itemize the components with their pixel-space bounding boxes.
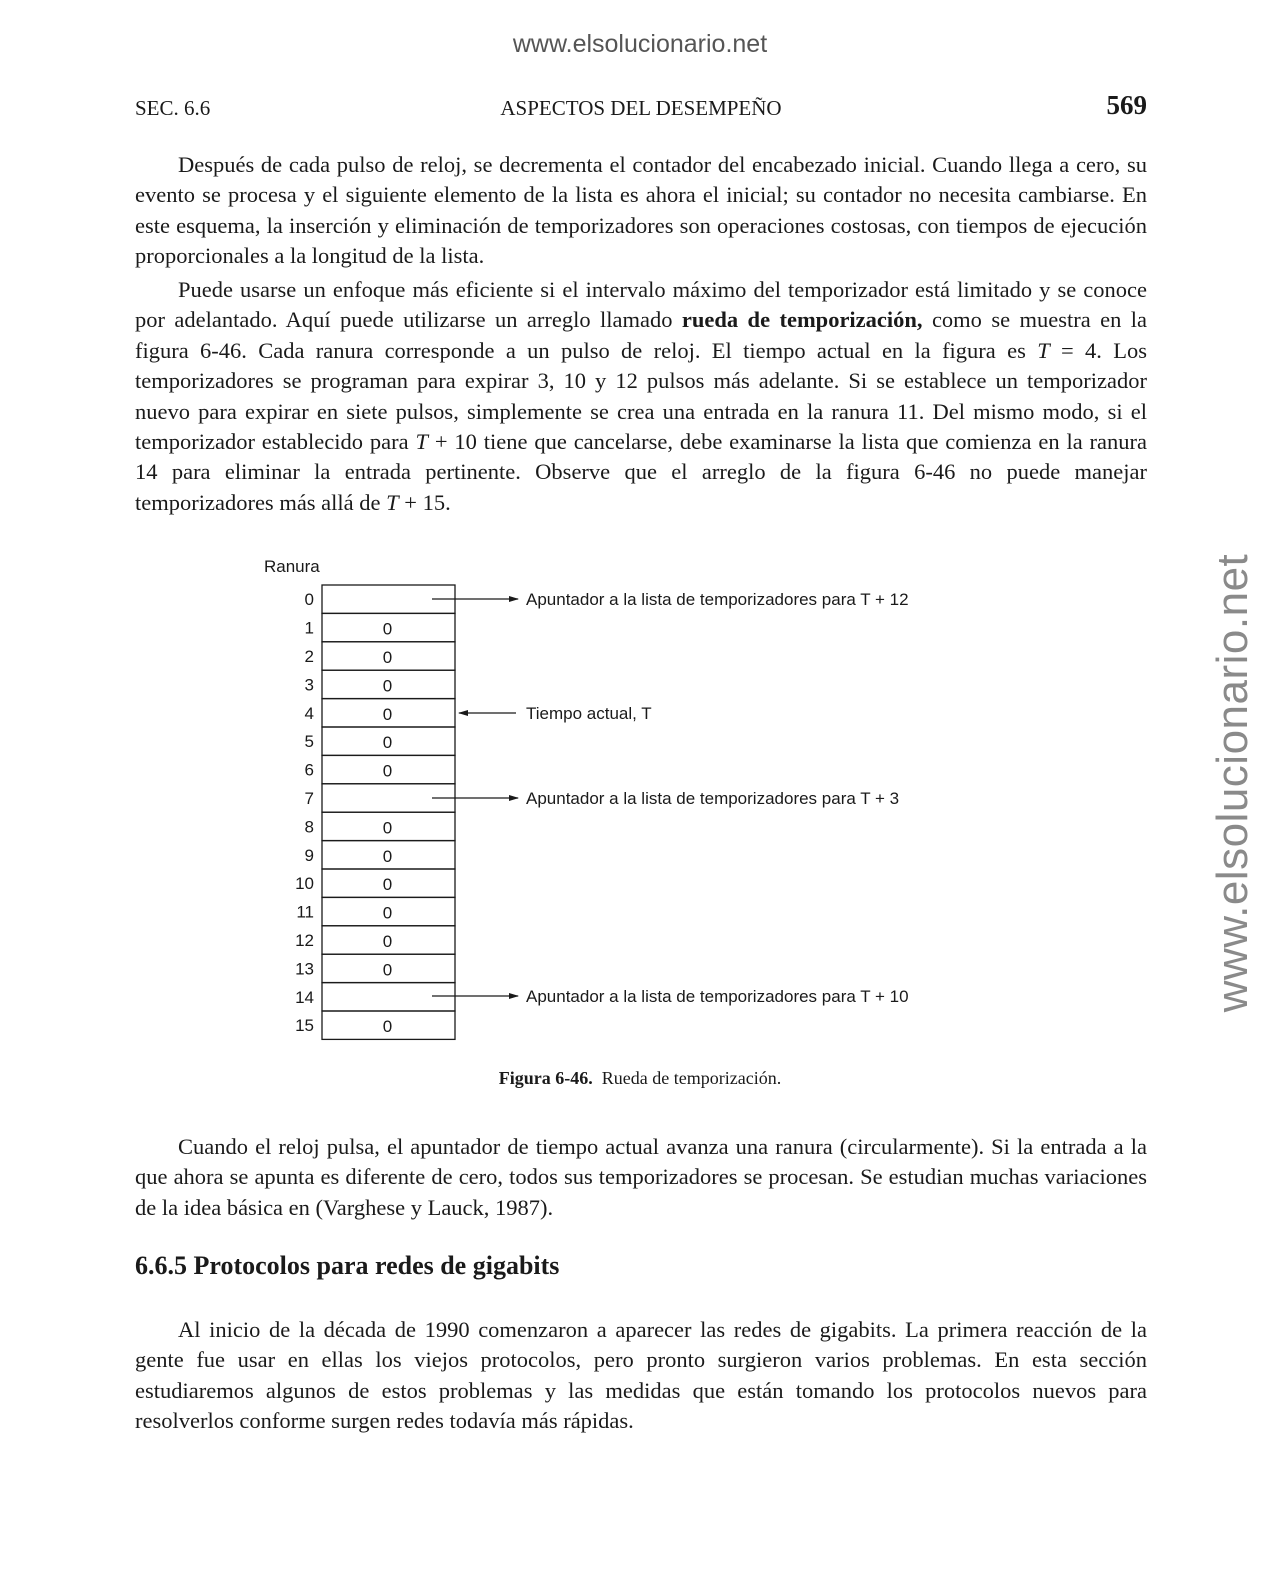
slot-value-13: 0 [382,960,393,980]
slot-value-5: 0 [382,733,393,753]
slot-index-6: 6 [304,760,314,780]
page-number: 569 [1106,90,1147,120]
slot-value-8: 0 [382,818,393,838]
slot-index-4: 4 [304,703,314,723]
paragraph-4: Al inicio de la década de 1990 comenzaron a aparecer las redes de gigabits. La primera reacción de la gente fue usar en ellas los viejos protocolos, pero pronto surgieron varios problemas. En esta sección estudiaremos algunos de estos problemas y las medidas que están tomando los protocolos nuevos para resolverlos conforme surgen redes todavía más rápidas. [135,1317,1147,1434]
section-heading: 6.6.5 Protocolos para redes de gigabits [135,1251,560,1280]
slot-value-10: 0 [382,875,393,895]
figure-caption [0,1068,1280,1089]
paragraph-2-text-e: + 15. [398,489,451,515]
paragraph-1: Después de cada pulso de reloj, se decrementa el contador del encabezado inicial. Cuando llega a cero, su evento se procesa y el siguiente elemento de la lista es ahora el inicial; su contador no necesita cambiarse. En este esquema, la inserción y eliminación de temporizadores son operaciones costosas, con tiempos de ejecución proporcionales a la longitud de la lista. [135,152,1147,269]
slot-value-1: 0 [382,619,393,639]
slot-value-3: 0 [382,676,393,696]
slot-index-3: 3 [304,675,314,695]
slot-value-6: 0 [382,761,393,781]
term-timing-wheel: rueda de temporización, [681,307,923,333]
slot-index-10: 10 [295,874,314,894]
slot-index-8: 8 [304,817,314,837]
slot-value-4: 0 [382,704,393,724]
paragraph-2-text-d: + 10 tiene que cancelarse, debe examinarse la lista que comienza en la ranura 14 para eliminar la entrada pertinente. Observe que el arreglo de la figura 6-46 no puede manejar temporizadores más allá de [135,429,1148,515]
slot-index-13: 13 [295,959,314,979]
watermark-side: www.elsolucionario.net [1208,553,1257,1013]
slot-index-14: 14 [295,987,314,1007]
slot-value-2: 0 [382,648,393,667]
slot-index-12: 12 [295,931,314,950]
caption-label: Figura 6-46. [498,1068,593,1088]
var-T: T [1037,337,1050,363]
slot-value-15: 0 [382,1017,393,1037]
paragraph-2-text-a: Puede usarse un enfoque más eficiente si el intervalo máximo del temporizador está limitado y se conoce por adelantado. Aquí puede utilizarse un arreglo llamado [135,277,1147,333]
annotation-slot-7: Apuntador a la lista de temporizadores para T + 3 [526,789,900,808]
running-title: ASPECTOS DEL DESEMPEÑO [500,96,782,120]
slot-index-15: 15 [295,1016,314,1036]
paragraph-2-text-c: = 4. Los temporizadores se programan para expirar 3, 10 y 12 pulsos más adelante. Si se establece un temporizador nuevo para expirar en siete pulsos, simplemente se crea una entrada en la ranura 11. Del mismo modo, si el temporizador establecido para [135,337,1147,455]
slot-column-header: Ranura [264,557,320,576]
annotation-current-time: Tiempo actual, T [526,704,652,723]
slot-cell-14 [322,983,455,1011]
annotation-slot-14: Apuntador a la lista de temporizadores para T + 10 [526,987,909,1006]
slot-value-11: 0 [382,903,393,923]
slot-index-11: 11 [296,902,314,922]
section-number: SEC. 6.6 [135,96,211,120]
slot-value-12: 0 [382,932,393,951]
slot-index-7: 7 [304,789,314,808]
watermark-top: www.elsolucionario.net [512,30,768,58]
annotation-slot-0: Apuntador a la lista de temporizadores para T + 12 [526,590,909,609]
paragraph-3: Cuando el reloj pulsa, el apuntador de tiempo actual avanza una ranura (circularmente). Si la entrada a la que ahora se apunta es diferente de cero, todos sus temporizadores se procesan. Se estudian muchas variaciones de la idea básica en (Varghese y Lauck, 1987). [135,1134,1147,1220]
paragraph-2-text-b: como se muestra en la figura 6-46. Cada ranura corresponde a un pulso de reloj. El tiempo actual en la figura es [135,307,1147,363]
caption-text: Rueda de temporización. [601,1068,782,1088]
var-T: T [386,489,399,515]
slot-index-0: 0 [304,590,314,610]
var-T: T [415,429,428,455]
slot-value-9: 0 [382,846,393,866]
slots-group [295,585,455,1039]
slot-index-9: 9 [304,845,314,865]
slot-index-1: 1 [304,618,314,638]
slot-index-5: 5 [304,732,314,752]
slot-index-2: 2 [304,647,314,666]
